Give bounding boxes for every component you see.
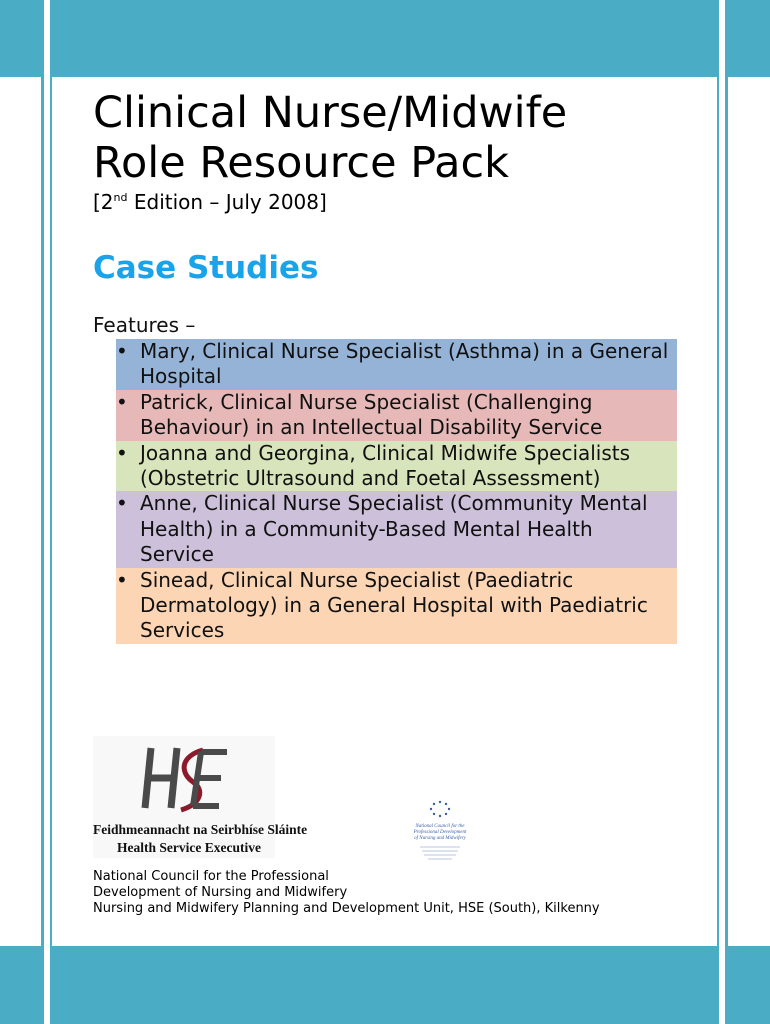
feature-list bbox=[116, 339, 677, 644]
ncnm-logo bbox=[404, 798, 476, 864]
frame-line-right-outer bbox=[725, 0, 728, 1024]
footer-text bbox=[93, 869, 600, 917]
section-heading: Case Studies bbox=[93, 250, 319, 286]
bottom-bar-right bbox=[727, 946, 770, 1024]
feature-text: Patrick, Clinical Nurse Specialist (Challenging Behaviour) in an Intellectual Disability Service bbox=[140, 389, 603, 440]
top-bar-left bbox=[0, 0, 41, 77]
feature-text: Mary, Clinical Nurse Specialist (Asthma) in a General Hospital bbox=[140, 339, 669, 389]
bullet-icon: • bbox=[116, 567, 128, 592]
ncnm-name-line-2: Professional Development bbox=[413, 830, 467, 835]
bullet-icon: • bbox=[116, 389, 128, 414]
bottom-bar-main bbox=[50, 946, 718, 1024]
feature-item bbox=[116, 491, 677, 567]
title-line-2: Role Resource Pack bbox=[93, 138, 510, 188]
frame-line-left-inner bbox=[50, 0, 52, 1024]
footer-line-2: Development of Nursing and Midwifery bbox=[93, 885, 348, 900]
feature-item bbox=[116, 568, 677, 644]
ncnm-star-ring-icon bbox=[430, 801, 450, 817]
edition-superscript: nd bbox=[113, 191, 128, 204]
feature-text: Joanna and Georgina, Clinical Midwife Specialists (Obstetric Ultrasound and Foetal Assessment) bbox=[140, 440, 631, 491]
title-line-1: Clinical Nurse/Midwife bbox=[93, 88, 568, 138]
features-label: Features – bbox=[93, 313, 196, 337]
bullet-icon: • bbox=[116, 339, 128, 363]
ncnm-name-line-1: National Council for the bbox=[415, 824, 465, 829]
frame-line-right-inner bbox=[717, 0, 719, 1024]
edition-open: [2 bbox=[93, 190, 114, 214]
top-bar-main bbox=[50, 0, 718, 77]
footer-line-1: National Council for the Professional bbox=[93, 869, 329, 884]
hse-english-name: Health Service Executive bbox=[117, 840, 261, 855]
ncnm-name-line-3: of Nursing and Midwifery bbox=[414, 836, 466, 841]
ncnm-irish-text-lines bbox=[420, 847, 460, 859]
hse-logo bbox=[93, 736, 308, 858]
hse-irish-name: Feidhmeannacht na Seirbhíse Sláinte bbox=[93, 822, 308, 837]
feature-item bbox=[116, 339, 677, 390]
document-title bbox=[93, 88, 713, 188]
frame-line-left-outer bbox=[41, 0, 44, 1024]
feature-text: Sinead, Clinical Nurse Specialist (Paediatric Dermatology) in a General Hospital with Paediatric Services bbox=[140, 567, 648, 643]
bullet-icon: • bbox=[116, 440, 128, 465]
edition-text bbox=[93, 190, 327, 214]
top-bar-right bbox=[727, 0, 770, 77]
footer-line-3: Nursing and Midwifery Planning and Development Unit, HSE (South), Kilkenny bbox=[93, 901, 600, 916]
bullet-icon: • bbox=[116, 491, 128, 516]
edition-rest: Edition – July 2008] bbox=[127, 190, 327, 214]
feature-item bbox=[116, 441, 677, 492]
bottom-bar-left bbox=[0, 946, 41, 1024]
feature-item bbox=[116, 390, 677, 441]
feature-text: Anne, Clinical Nurse Specialist (Community Mental Health) in a Community-Based Mental Health Service bbox=[140, 491, 648, 567]
